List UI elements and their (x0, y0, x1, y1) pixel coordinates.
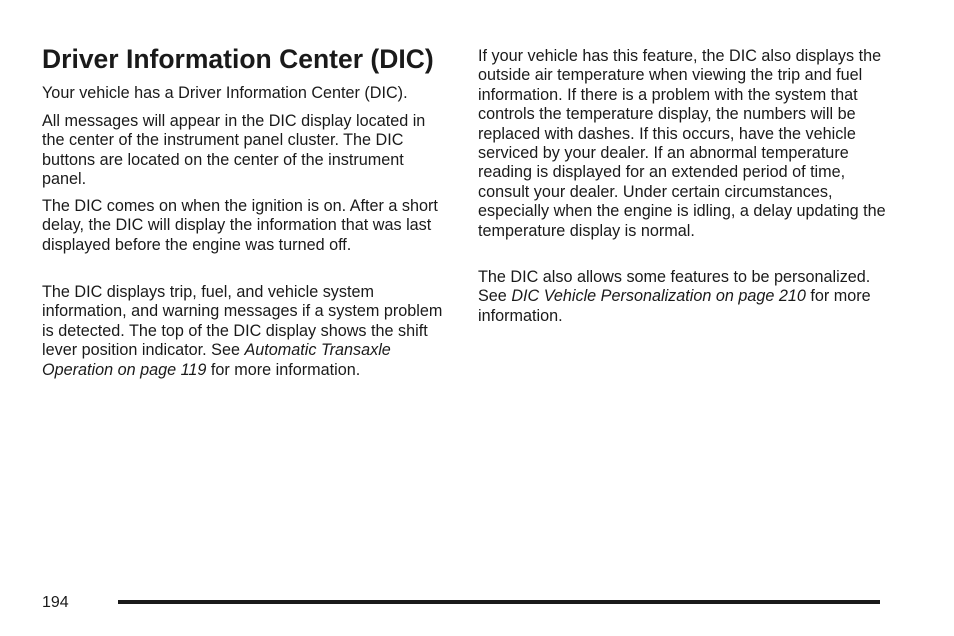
personalization-paragraph-text: The DIC also allows some features to be personalized. See (478, 268, 871, 306)
messages-paragraph: All messages will appear in the DIC display located in the center of the instrument panel cluster. The DIC buttons are located on the center of the instrument panel. (42, 112, 426, 189)
footer-rule (118, 600, 880, 604)
personalization-paragraph (478, 268, 888, 326)
display-paragraph-text: The DIC displays trip, fuel, and vehicle system information, and warning messages if a system problem is detected. The top of the DIC display shows the shift lever position indicator. See (42, 283, 443, 360)
temperature-paragraph: If your vehicle has this feature, the DIC also displays the outside air temperature when viewing the trip and fuel information. If there is a problem with the system that controls the temperature display, the numbers will be replaced with dashes. If this occurs, have the vehicle serviced by your dealer. If an abnormal temperature reading is displayed for an extended period of time, consult your dealer. Under certain circumstances, especially when the engine is idling, a delay updating the temperature display is normal. (478, 47, 886, 240)
personalization-reference-link[interactable]: DIC Vehicle Personalization on page 210 (511, 287, 806, 306)
transaxle-reference-link[interactable]: Automatic Transaxle Operation on page 119 (42, 341, 391, 379)
ignition-paragraph: The DIC comes on when the ignition is on. After a short delay, the DIC will display the information that was last displayed before the engine was turned off. (42, 197, 438, 254)
page-title: Driver Information Center (DIC) (42, 44, 434, 74)
page-number: 194 (42, 594, 69, 611)
display-paragraph-tail: for more information. (206, 360, 361, 379)
intro-paragraph: Your vehicle has a Driver Information Center (DIC). (42, 84, 408, 102)
display-paragraph (42, 283, 452, 380)
personalization-paragraph-tail: for more information. (478, 287, 871, 325)
